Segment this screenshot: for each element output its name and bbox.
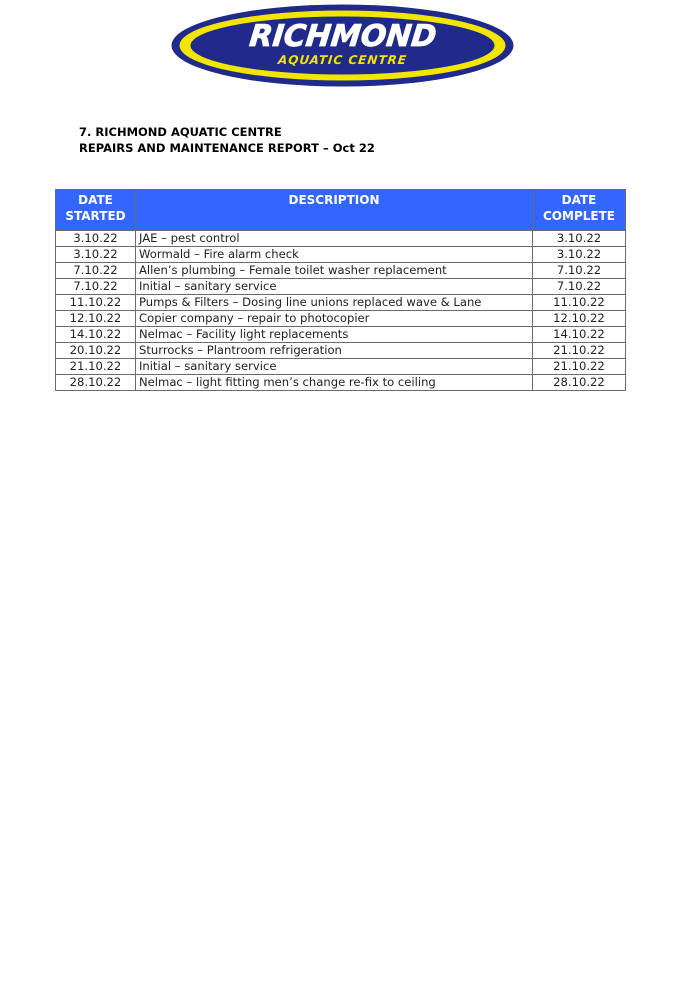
header-date-complete-line1: DATE [561,193,597,207]
cell-date-complete: 3.10.22 [533,247,626,263]
header-description: DESCRIPTION [136,190,533,231]
table-row [56,295,626,311]
cell-description: Initial – sanitary service [136,359,533,375]
richmond-aquatic-centre-logo [170,3,515,88]
cell-date-started: 3.10.22 [56,231,136,247]
cell-description: Sturrocks – Plantroom refrigeration [136,343,533,359]
cell-date-complete: 28.10.22 [533,375,626,391]
cell-description: Wormald – Fire alarm check [136,247,533,263]
cell-date-started: 11.10.22 [56,295,136,311]
report-section-title: 7. RICHMOND AQUATIC CENTRE [79,125,282,139]
cell-date-complete: 7.10.22 [533,279,626,295]
cell-date-complete: 12.10.22 [533,311,626,327]
report-title: REPAIRS AND MAINTENANCE REPORT – Oct 22 [79,141,375,155]
header-date-complete-line2: COMPLETE [543,209,615,223]
cell-date-complete: 7.10.22 [533,263,626,279]
cell-date-complete: 21.10.22 [533,359,626,375]
cell-date-started: 12.10.22 [56,311,136,327]
table-row [56,247,626,263]
cell-description: Copier company – repair to photocopier [136,311,533,327]
header-date-complete [533,190,626,231]
cell-description: Pumps & Filters – Dosing line unions replaced wave & Lane [136,295,533,311]
table-row [56,327,626,343]
maintenance-table [55,189,626,391]
cell-date-started: 20.10.22 [56,343,136,359]
table-row [56,263,626,279]
cell-description: Nelmac – light fitting men’s change re-fix to ceiling [136,375,533,391]
cell-date-complete: 3.10.22 [533,231,626,247]
table-row [56,375,626,391]
cell-date-started: 14.10.22 [56,327,136,343]
cell-date-started: 28.10.22 [56,375,136,391]
table-row [56,343,626,359]
cell-description: Initial – sanitary service [136,279,533,295]
table-row [56,311,626,327]
report-heading [79,124,375,156]
table-row [56,231,626,247]
cell-description: Nelmac – Facility light replacements [136,327,533,343]
cell-date-complete: 11.10.22 [533,295,626,311]
cell-date-started: 7.10.22 [56,263,136,279]
cell-date-complete: 21.10.22 [533,343,626,359]
cell-date-started: 21.10.22 [56,359,136,375]
header-date-started-line2: STARTED [65,209,126,223]
cell-description: JAE – pest control [136,231,533,247]
header-date-started [56,190,136,231]
cell-date-complete: 14.10.22 [533,327,626,343]
cell-description: Allen’s plumbing – Female toilet washer replacement [136,263,533,279]
table-row [56,359,626,375]
logo-title: RICHMOND [247,19,439,54]
table-row [56,279,626,295]
logo-subtitle: AQUATIC CENTRE [277,53,408,67]
cell-date-started: 7.10.22 [56,279,136,295]
header-date-started-line1: DATE [78,193,113,207]
cell-date-started: 3.10.22 [56,247,136,263]
table-header-row [56,190,626,231]
